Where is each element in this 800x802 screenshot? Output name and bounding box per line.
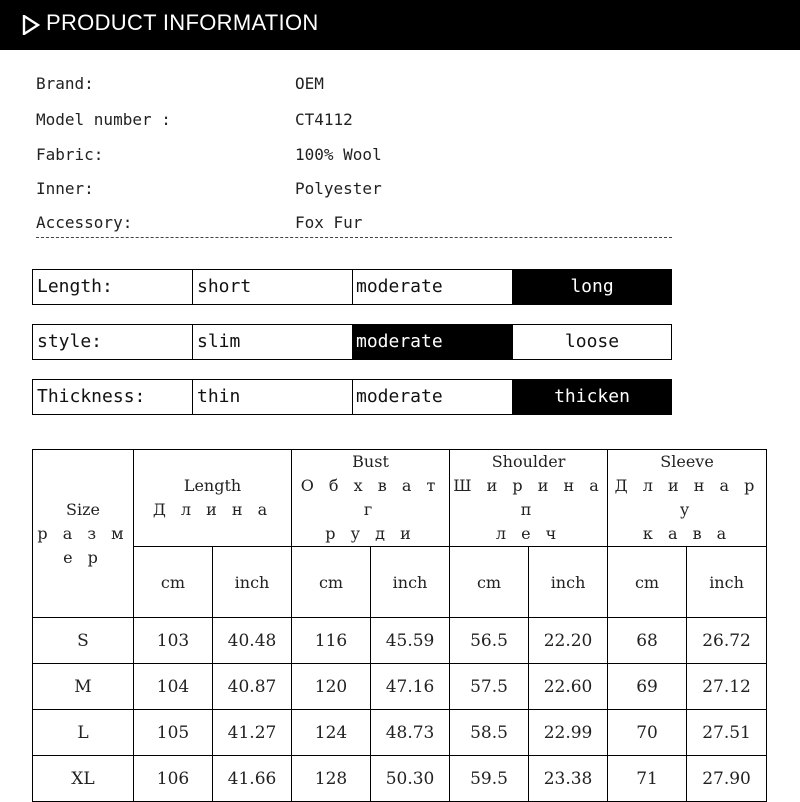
- bust-header-en: Bust: [352, 452, 389, 471]
- attribute-option: slim: [193, 325, 353, 359]
- shoulder-header-ru-line2: л е ч: [495, 524, 562, 543]
- product-info-header: [0, 0, 800, 50]
- value-cell: 68: [608, 618, 687, 664]
- value-cell: 120: [292, 664, 371, 710]
- info-value: 100% Wool: [295, 145, 382, 164]
- dashed-divider: [36, 237, 672, 238]
- unit-inch: inch: [687, 547, 767, 618]
- value-cell: 22.60: [529, 664, 608, 710]
- value-cell: 27.90: [687, 756, 767, 802]
- attribute-row-thickness: [32, 379, 672, 415]
- attribute-option-selected: moderate: [353, 325, 513, 359]
- info-row-fabric: [36, 145, 676, 169]
- attribute-option: moderate: [353, 380, 513, 414]
- shoulder-header-en: Shoulder: [491, 452, 566, 471]
- value-cell: 40.48: [213, 618, 292, 664]
- value-cell: 22.20: [529, 618, 608, 664]
- info-row-accessory: [36, 213, 676, 237]
- shoulder-header-cell: [450, 450, 608, 547]
- attribute-option: loose: [564, 331, 620, 352]
- unit-cm: cm: [134, 547, 213, 618]
- value-cell: 27.51: [687, 710, 767, 756]
- unit-inch: inch: [213, 547, 292, 618]
- bust-header-ru-line2: р у д и: [325, 524, 416, 543]
- value-cell: 71: [608, 756, 687, 802]
- value-cell: 105: [134, 710, 213, 756]
- attribute-option-selected: long: [513, 270, 671, 304]
- value-cell: 23.38: [529, 756, 608, 802]
- info-value: Fox Fur: [295, 213, 363, 232]
- attribute-label: Length:: [33, 270, 193, 304]
- size-table-unit-row: [33, 547, 767, 618]
- length-header-ru: Д л и н а: [152, 500, 273, 519]
- attribute-option-selected: thicken: [513, 380, 671, 414]
- value-cell: 124: [292, 710, 371, 756]
- value-cell: 70: [608, 710, 687, 756]
- size-header-ru-line2: е р: [63, 547, 103, 567]
- info-label: Accessory:: [36, 213, 133, 232]
- info-label: Brand:: [36, 74, 94, 93]
- size-header-ru-line1: р а з м: [37, 523, 129, 543]
- value-cell: 41.27: [213, 710, 292, 756]
- table-row: [33, 664, 767, 710]
- size-header-cell: [33, 450, 134, 618]
- value-cell: 59.5: [450, 756, 529, 802]
- value-cell: 26.72: [687, 618, 767, 664]
- sleeve-header-cell: [608, 450, 767, 547]
- info-value: Polyester: [295, 179, 382, 198]
- table-row: [33, 710, 767, 756]
- value-cell: 103: [134, 618, 213, 664]
- value-cell: 58.5: [450, 710, 529, 756]
- table-row: [33, 756, 767, 802]
- sleeve-header-ru-line2: к а в а: [642, 524, 732, 543]
- info-label: Inner:: [36, 179, 94, 198]
- attribute-label: Thickness:: [33, 380, 193, 414]
- attribute-row-length: [32, 269, 672, 305]
- size-table-header-row: [33, 450, 767, 547]
- value-cell: 116: [292, 618, 371, 664]
- unit-inch: inch: [371, 547, 450, 618]
- value-cell: 104: [134, 664, 213, 710]
- value-cell: 40.87: [213, 664, 292, 710]
- attribute-option: moderate: [353, 270, 513, 304]
- sleeve-header-ru-line1: Д л и н а р у: [614, 476, 760, 519]
- info-value: CT4112: [295, 110, 353, 129]
- value-cell: 50.30: [371, 756, 450, 802]
- info-value: OEM: [295, 74, 324, 93]
- value-cell: 48.73: [371, 710, 450, 756]
- size-header-en: Size: [66, 499, 100, 519]
- unit-cm: cm: [608, 547, 687, 618]
- size-cell: L: [33, 710, 134, 756]
- size-chart-table: [32, 449, 767, 802]
- header-title: PRODUCT INFORMATION: [46, 10, 319, 35]
- bust-header-cell: [292, 450, 450, 547]
- size-cell: S: [33, 618, 134, 664]
- value-cell: 57.5: [450, 664, 529, 710]
- value-cell: 47.16: [371, 664, 450, 710]
- value-cell: 106: [134, 756, 213, 802]
- attribute-row-style: [32, 324, 672, 360]
- value-cell: 45.59: [371, 618, 450, 664]
- sleeve-header-en: Sleeve: [660, 452, 714, 471]
- shoulder-header-ru-line1: Ш и р и н а п: [453, 476, 604, 519]
- table-row: [33, 618, 767, 664]
- value-cell: 27.12: [687, 664, 767, 710]
- unit-inch: inch: [529, 547, 608, 618]
- attribute-label: style:: [33, 325, 193, 359]
- bust-header-ru-line1: О б х в а т г: [300, 476, 441, 519]
- length-header-en: Length: [183, 476, 242, 495]
- size-cell: M: [33, 664, 134, 710]
- value-cell: 41.66: [213, 756, 292, 802]
- length-header-cell: [134, 450, 292, 547]
- unit-cm: cm: [450, 547, 529, 618]
- attribute-option: short: [193, 270, 353, 304]
- info-row-brand: [36, 74, 676, 98]
- size-cell: XL: [33, 756, 134, 802]
- value-cell: 69: [608, 664, 687, 710]
- info-row-inner: [36, 179, 676, 203]
- attribute-option: thin: [193, 380, 353, 414]
- value-cell: 56.5: [450, 618, 529, 664]
- info-label: Fabric:: [36, 145, 104, 164]
- value-cell: 22.99: [529, 710, 608, 756]
- value-cell: 128: [292, 756, 371, 802]
- info-label: Model number :: [36, 110, 171, 129]
- unit-cm: cm: [292, 547, 371, 618]
- info-row-model: [36, 110, 676, 134]
